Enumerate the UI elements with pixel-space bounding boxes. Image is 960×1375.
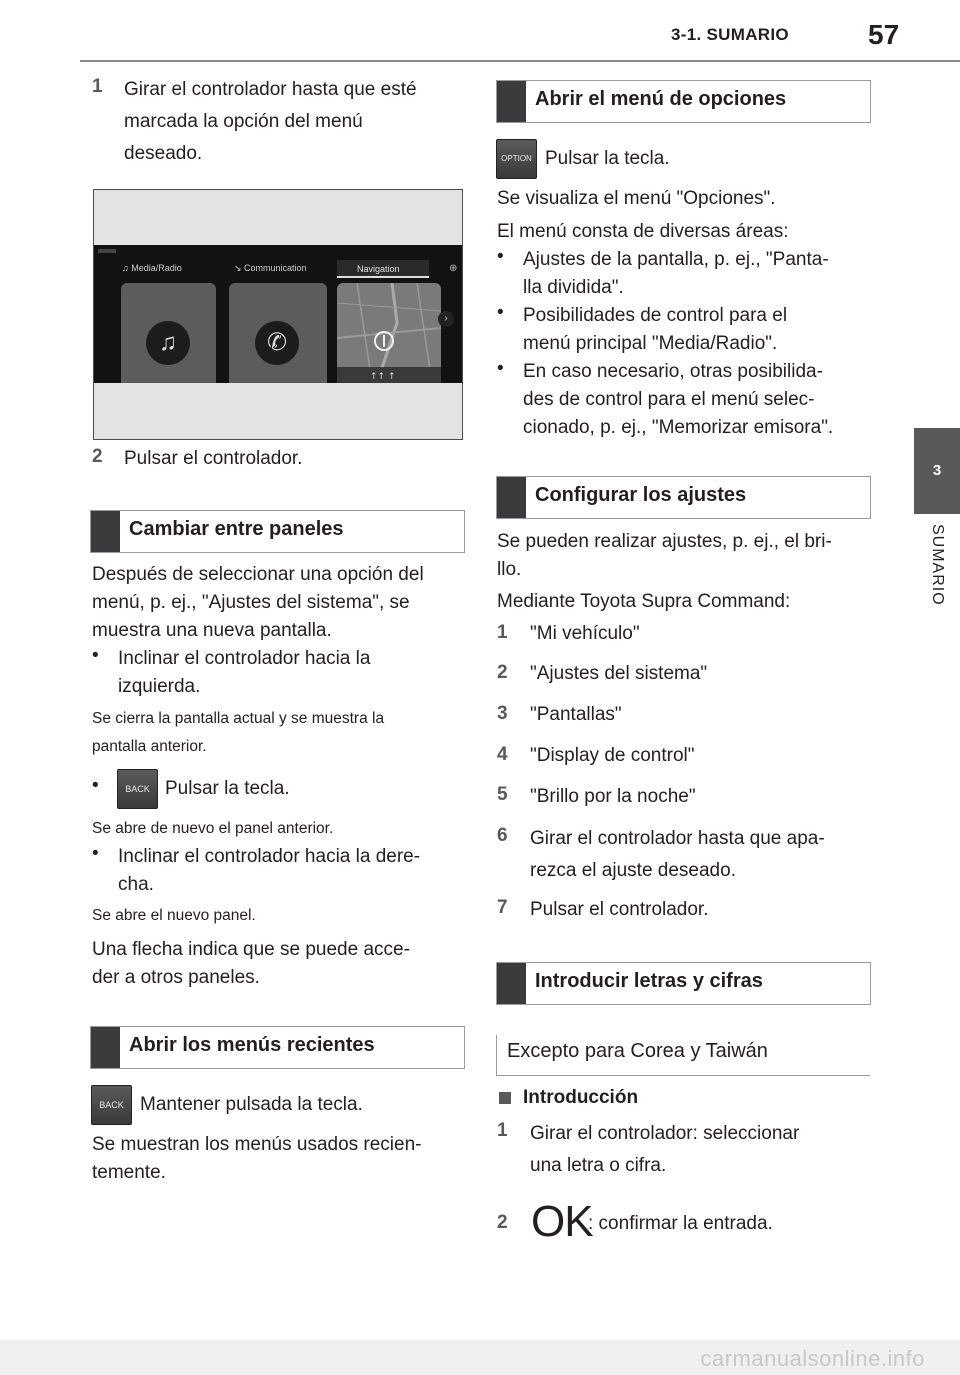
step-number: 3 [497, 703, 508, 724]
step-2-text: Pulsar el controlador. [124, 448, 303, 469]
svg-text:↑↑ ↑: ↑↑ ↑ [370, 372, 396, 382]
line: marcada la opción del menú [124, 111, 363, 132]
bullet-dot: • [497, 246, 504, 267]
chapter-tab: 3 [914, 428, 960, 514]
line: llo. [497, 559, 522, 580]
step-number: 2 [497, 662, 508, 683]
tab-navigation [337, 260, 429, 278]
chapter-label [917, 524, 957, 644]
step-6-text [530, 823, 825, 887]
note-panel-anterior: Se abre de nuevo el panel anterior. [92, 820, 334, 837]
chapter-label-text: SUMARIO [929, 524, 946, 606]
heading-box-cambiar-paneles [90, 510, 465, 553]
line: lla dividida". [523, 277, 624, 298]
step-7-text: Pulsar el controlador. [530, 899, 709, 920]
line: Girar el controlador hasta que apa- [530, 828, 825, 849]
line: Girar el controlador: seleccionar [530, 1123, 800, 1144]
section-title: 3-1. SUMARIO [671, 25, 789, 44]
line: una letra o cifra. [530, 1155, 667, 1176]
globe-icon: ⊕ [449, 263, 458, 274]
input-step-2-text: : confirmar la entrada. [588, 1213, 773, 1234]
status-bar [98, 249, 116, 253]
heading-title: Configurar los ajustes [535, 484, 747, 506]
line: deseado. [124, 143, 203, 164]
line: Posibilidades de control para el [523, 305, 788, 326]
line: Después de seleccionar una opción del [92, 564, 424, 585]
heading-bar [91, 511, 120, 552]
heading-box-letras-cifras [496, 962, 871, 1005]
heading-bar [497, 477, 526, 518]
heading-box-menus-recientes [90, 1026, 465, 1069]
input-step-1-text [530, 1118, 799, 1182]
ok-symbol-icon: OK [531, 1197, 593, 1246]
line: Inclinar el controlador hacia la dere- [118, 846, 421, 867]
heading-bar [91, 1027, 120, 1068]
panel-navigation-map [337, 283, 441, 383]
back-key-icon: BACK [117, 769, 158, 809]
step-1-number: 1 [92, 76, 103, 97]
bullet-dot: • [92, 775, 99, 796]
idrive-screenshot [93, 189, 463, 440]
step-text: "Ajustes del sistema" [530, 663, 708, 684]
input-step-1-number: 1 [497, 1120, 508, 1141]
line: der a otros paneles. [92, 967, 260, 988]
step-text: "Display de control" [530, 745, 695, 766]
line: cha. [118, 874, 154, 895]
paragraph-recientes [92, 1131, 422, 1187]
bullet-dot: • [92, 645, 99, 666]
heading-box-menu-opciones [496, 80, 871, 123]
back-key-icon: BACK [91, 1085, 132, 1125]
line: menú principal "Media/Radio". [523, 333, 778, 354]
step-7-number: 7 [497, 897, 508, 918]
paragraph-opciones: Se visualiza el menú "Opciones". [497, 188, 776, 209]
step-text: "Brillo por la noche" [530, 786, 696, 807]
line: menú, p. ej., "Ajustes del sistema", se [92, 592, 410, 613]
paragraph-areas: El menú consta de diversas áreas: [497, 221, 789, 242]
tab-label: Media/Radio [131, 263, 182, 273]
line: Una flecha indica que se puede acce- [92, 939, 410, 960]
bullet-posibilidades [523, 302, 787, 358]
line: Ajustes de la pantalla, p. ej., "Panta- [523, 249, 829, 270]
heading-box-configurar-ajustes [496, 476, 871, 519]
display-screen [94, 245, 462, 383]
phone-icon: ✆ [255, 321, 299, 365]
step-2-number: 2 [92, 446, 103, 467]
line: Girar el controlador hasta que esté [124, 79, 417, 100]
step-1-text [124, 74, 417, 170]
bullet-dot: • [497, 358, 504, 379]
map-roads [337, 283, 441, 383]
line: muestra una nueva pantalla. [92, 620, 332, 641]
bullet-dot: • [92, 843, 99, 864]
tab-label: Navigation [357, 264, 400, 274]
tab-media-radio: ♫ Media/Radio [122, 263, 182, 273]
bullet-ajustes-pantalla [523, 246, 829, 302]
watermark-text: carmanualsonline.info [700, 1346, 925, 1371]
bullet-izquierda [118, 645, 370, 701]
line: des de control para el menú selec- [523, 389, 815, 410]
page-number: 57 [868, 19, 900, 50]
paragraph-command: Mediante Toyota Supra Command: [497, 591, 791, 612]
watermark-bar [0, 1340, 960, 1375]
note-nuevo-panel: Se abre el nuevo panel. [92, 907, 256, 924]
bullet-dot: • [497, 302, 504, 323]
heading-title: Abrir los menús recientes [129, 1034, 375, 1056]
header-rule [80, 60, 960, 62]
paragraph-flecha [92, 936, 410, 992]
hold-key-text: Mantener pulsada la tecla. [140, 1094, 363, 1115]
line: Se pueden realizar ajustes, p. ej., el bri- [497, 531, 832, 552]
option-key-icon: OPTION [496, 139, 537, 179]
chevron-right-icon: › [438, 311, 454, 327]
bullet-derecha [118, 843, 420, 899]
line: cionado, p. ej., "Memorizar emisora". [523, 417, 834, 438]
subheading-introduccion: Introducción [523, 1087, 639, 1108]
heading-title: Introducir letras y cifras [535, 970, 763, 992]
paragraph-brillo [497, 528, 832, 584]
step-number: 1 [497, 622, 508, 643]
tab-communication: ↘ Communication [234, 263, 307, 273]
line: izquierda. [118, 676, 201, 697]
step-text: "Mi vehículo" [530, 623, 640, 644]
music-icon: ♫ [146, 321, 190, 365]
note-pantalla-anterior [92, 705, 384, 761]
step-6-number: 6 [497, 825, 508, 846]
region-note-box [496, 1035, 870, 1076]
square-bullet-icon [499, 1092, 511, 1104]
paragraph-paneles [92, 561, 424, 645]
region-note-text: Excepto para Corea y Taiwán [507, 1040, 768, 1062]
line: En caso necesario, otras posibilida- [523, 361, 823, 382]
heading-title: Cambiar entre paneles [129, 518, 344, 540]
line: Se muestran los menús usados recien- [92, 1134, 422, 1155]
step-number: 4 [497, 744, 508, 765]
line: temente. [92, 1162, 166, 1183]
line: Inclinar el controlador hacia la [118, 648, 371, 669]
line: rezca el ajuste deseado. [530, 860, 736, 881]
press-key-text: Pulsar la tecla. [545, 148, 670, 169]
step-text: "Pantallas" [530, 704, 622, 725]
heading-bar [497, 963, 526, 1004]
input-step-2-number: 2 [497, 1212, 508, 1233]
line: Se cierra la pantalla actual y se muestra la [92, 710, 385, 727]
step-number: 5 [497, 784, 508, 805]
heading-title: Abrir el menú de opciones [535, 88, 787, 110]
bullet-otras-posibilidades [523, 358, 833, 442]
line: pantalla anterior. [92, 738, 207, 755]
heading-bar [497, 81, 526, 122]
tab-label: Communication [244, 263, 307, 273]
bullet-pulsar-tecla: Pulsar la tecla. [165, 778, 290, 799]
